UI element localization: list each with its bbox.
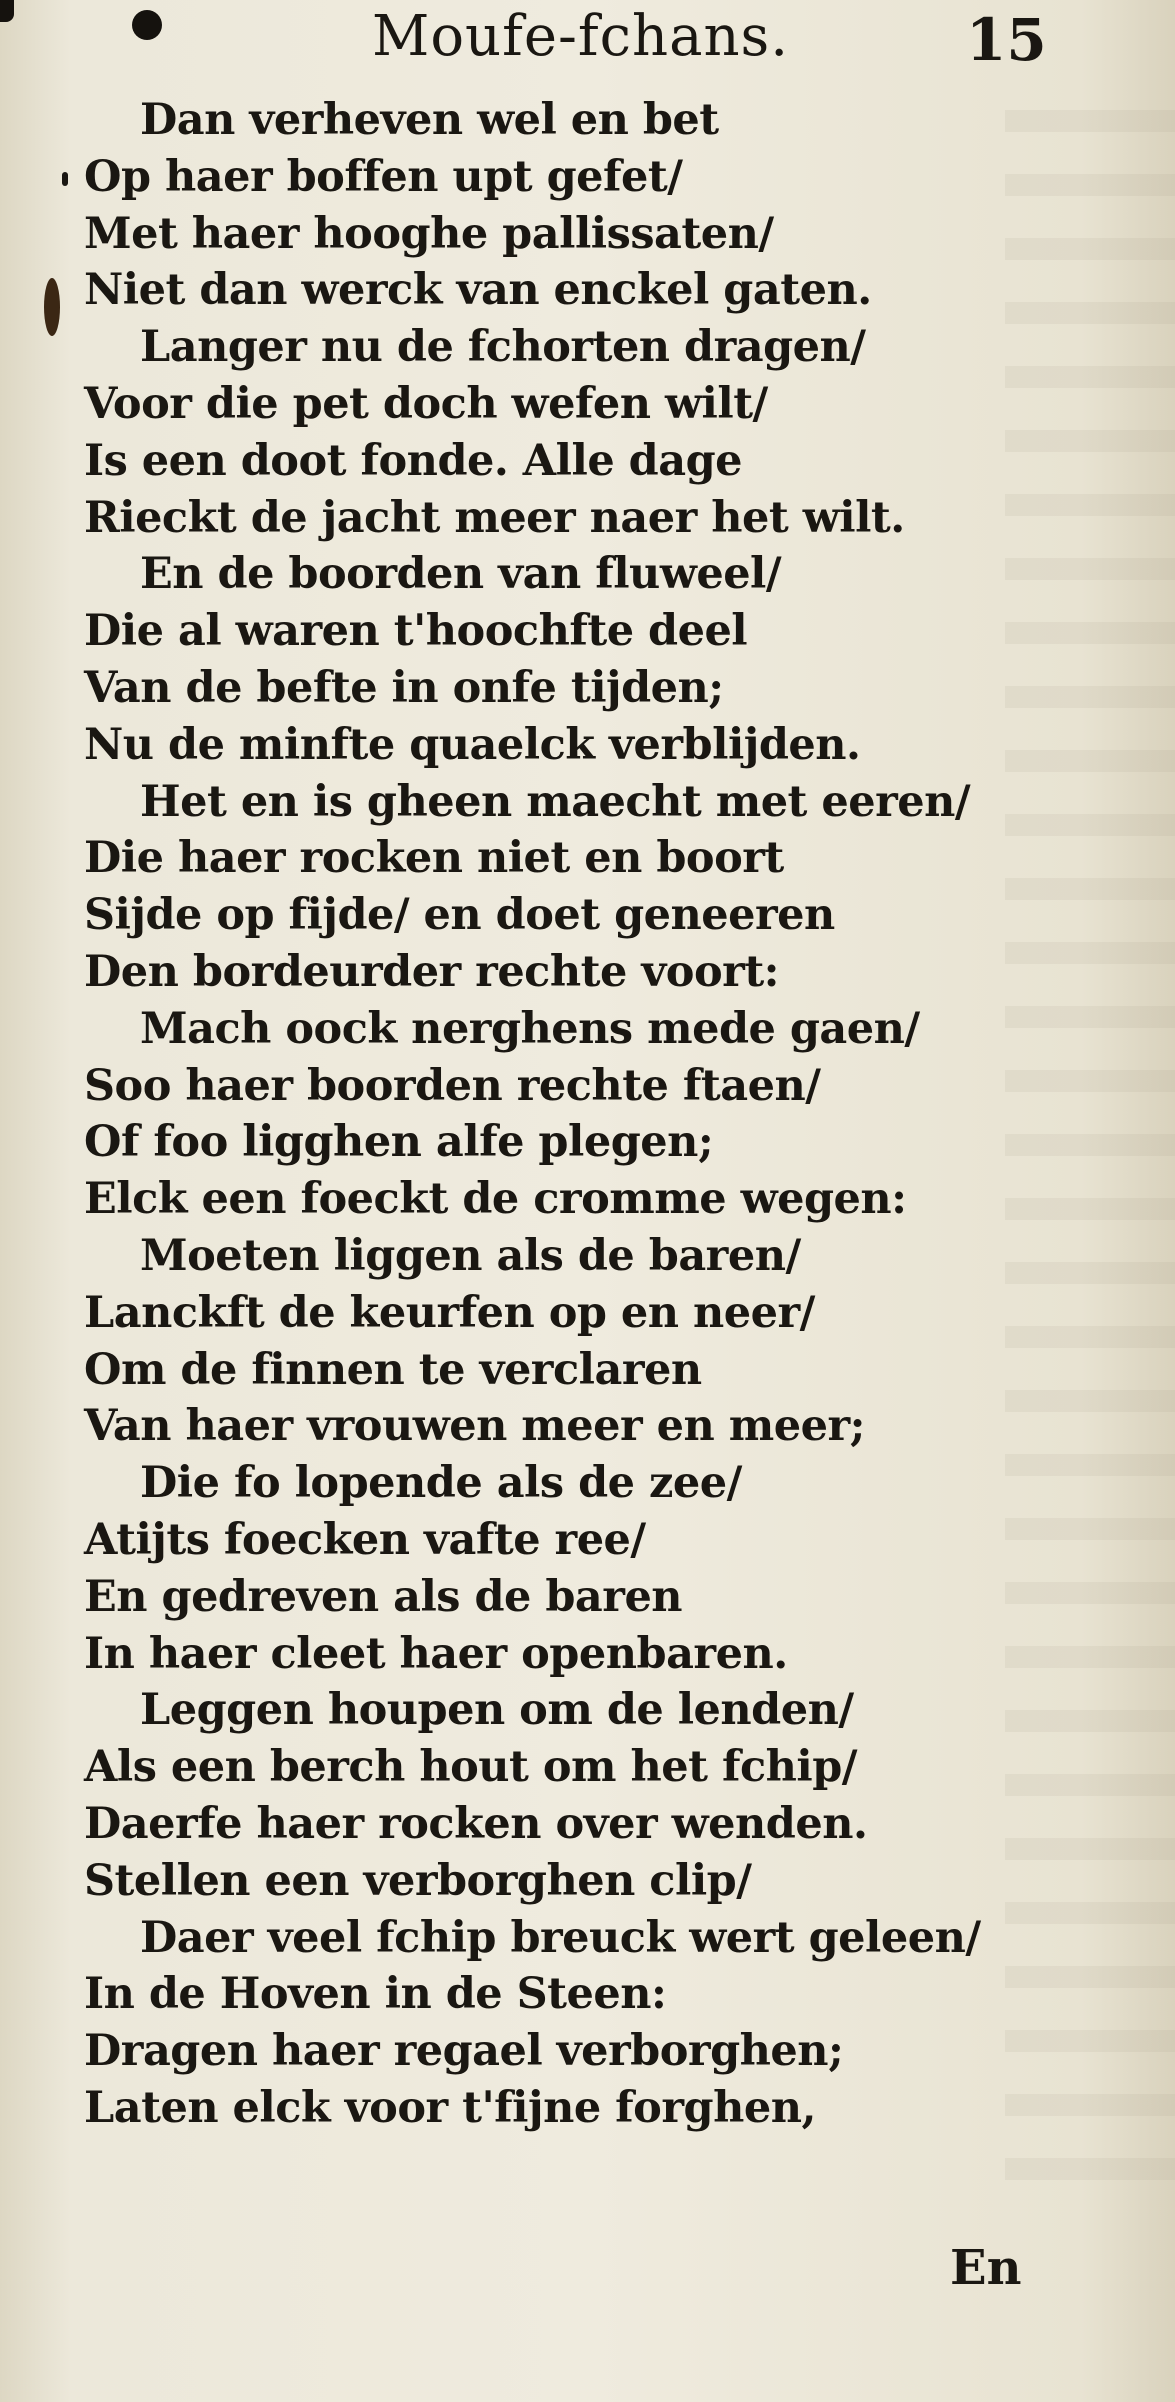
- verse-line: Die haer rocken niet en boort: [84, 833, 784, 884]
- verse-line: Langer nu de fchorten dragen/: [140, 322, 866, 373]
- verse-line: In haer cleet haer openbaren.: [84, 1628, 788, 1679]
- verse-line: Rieckt de jacht meer naer het wilt.: [84, 492, 905, 543]
- verse-line: Als een berch hout om het fchip/: [84, 1742, 858, 1793]
- verse-line: Soo haer boorden rechte ftaen/: [84, 1060, 821, 1111]
- verse-line: Met haer hooghe pallissaten/: [84, 208, 774, 259]
- verse-line: Nu de minfte quaelck verblijden.: [84, 719, 861, 770]
- verse-line: Daer veel fchip breuck wert geleen/: [140, 1912, 981, 1963]
- verse-line: Dan verheven wel en bet: [140, 95, 719, 145]
- verse-line: Lanckft de keurfen op en neer/: [84, 1287, 815, 1338]
- verse-line: Atijts foecken vafte ree/: [84, 1514, 646, 1565]
- verse-line: Mach oock nerghens mede gaen/: [140, 1003, 920, 1054]
- verse-line: Van de befte in onfe tijden;: [84, 662, 724, 713]
- verse-line: Moeten liggen als de baren/: [140, 1230, 801, 1281]
- ink-tick: [62, 172, 68, 186]
- verse-line: Die al waren t'hoochfte deel: [84, 606, 748, 657]
- verse-line: Leggen houpen om de lenden/: [140, 1685, 854, 1736]
- verse-line: Of foo ligghen alfe plegen;: [84, 1117, 714, 1168]
- ink-dot: [132, 10, 162, 40]
- verse-line: Stellen een verborghen clip/: [84, 1855, 752, 1906]
- verse-line: Dragen haer regael verborghen;: [84, 2026, 844, 2077]
- verse-line: Het en is gheen maecht met eeren/: [140, 776, 971, 827]
- running-title: Moufe-fchans.: [372, 4, 790, 69]
- verse-line: Elck een foeckt de cromme wegen:: [84, 1174, 907, 1225]
- verse-line: Die fo lopende als de zee/: [140, 1458, 742, 1509]
- verse-line: In de Hoven in de Steen:: [84, 1969, 667, 2020]
- ink-stain: [44, 278, 60, 336]
- verse-line: Op haer boffen upt gefet/: [84, 151, 683, 202]
- verse-line: Is een doot fonde. Alle dage: [84, 435, 743, 486]
- verse-line: Daerfe haer rocken over wenden.: [84, 1798, 868, 1849]
- verse-line: Niet dan werck van enckel gaten.: [84, 265, 872, 316]
- verse-line: Om de finnen te verclaren: [84, 1344, 702, 1395]
- page-number: 15: [966, 6, 1047, 74]
- catchword: En: [950, 2240, 1022, 2296]
- verse-block: [84, 92, 1084, 2137]
- verse-line: Den bordeurder rechte voort:: [84, 946, 780, 997]
- page-header: [0, 0, 1175, 80]
- verse-line: En de boorden van fluweel/: [140, 549, 782, 600]
- verse-line: Sijde op fijde/ en doet geneeren: [84, 890, 835, 941]
- verse-line: Van haer vrouwen meer en meer;: [84, 1401, 865, 1452]
- page-footer: [0, 2220, 1175, 2310]
- verse-line: Voor die pet doch wefen wilt/: [84, 378, 768, 429]
- verse-line: Laten elck voor t'fijne forghen,: [84, 2082, 816, 2133]
- verse-line: En gedreven als de baren: [84, 1571, 683, 1622]
